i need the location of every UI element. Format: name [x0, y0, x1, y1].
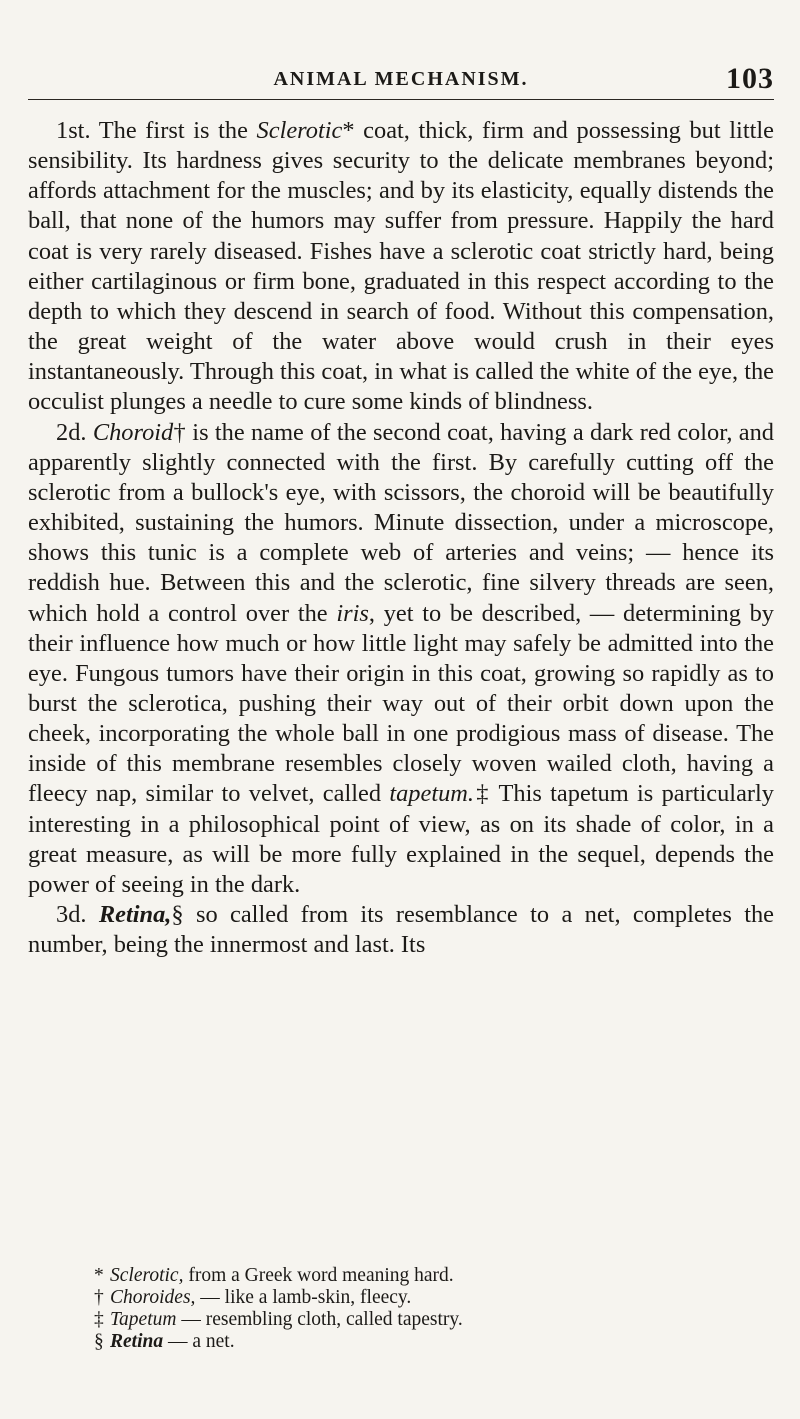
paragraph-text: coat, thick, firm and possessing but little sensibility. Its hardness gives security to the delicate membranes beyond; affords attachment for the muscles; and by its elasticity, equally distends the ball, that none of the humors may suffer from pressure. Happily the hard coat is very rarely diseased. Fishes have a sclerotic coat strictly hard, being either cartilaginous or firm bone, graduated in this respect according to the depth to which they descend in search of food. Without this compensation, the great weight of the water above would crush in their eyes instantaneously. Through this coat, in what is called the white of the eye, the occulist plunges a needle to cure some kinds of blindness. [28, 117, 774, 416]
footnote-symbol: § [94, 1331, 104, 1352]
paragraph-choroid [28, 418, 774, 901]
paragraph-text: , yet to be described, — determining by their influence how much or how little light may safely be admitted into the eye. Fungous tumors have their origin in this coat, growing so rapidly as to burst the sclerotica, pushing their way out of their orbit down upon the cheek, incorporating the whole ball in one prodigious mass of disease. The inside of this membrane resembles closely woven wailed cloth, having a fleecy nap, similar to velvet, called [28, 599, 775, 808]
paragraph-lead: 3d. [56, 901, 99, 929]
footnote-mark: ‡ [474, 780, 491, 808]
footnote-term: Sclerotic, [110, 1265, 184, 1286]
body-text [28, 116, 774, 960]
paragraph-lead: 2d. [56, 418, 93, 446]
footnote-text: — resembling cloth, called tapestry. [176, 1309, 463, 1330]
term-choroid: Choroid [92, 418, 174, 446]
paragraph-text: so called from its resemblance to a net, completes the number, being the innermost and last. Its [28, 901, 774, 959]
running-head: ANIMAL MECHANISM. [273, 68, 529, 90]
footnote-symbol: * [94, 1265, 104, 1286]
paragraph-text: is the name of the second coat, having a dark red color, and apparently slightly connected with the first. By carefully cutting off the sclerotic from a bullock's eye, with scissors, the choroid will be beautifully exhibited, sustaining the humors. Minute dissection, under a microscope, shows this tunic is a complete web of arteries and veins; — hence its reddish hue. Between this and the sclerotic, fine silvery threads are seen, which hold a control over the [28, 418, 774, 627]
paragraph-sclerotic [28, 116, 774, 418]
page-number: 103 [726, 62, 774, 95]
header-rule [28, 99, 774, 100]
footnote-symbol: ‡ [94, 1309, 104, 1330]
page-header [28, 62, 774, 102]
footnote-term: Retina [110, 1331, 164, 1352]
footnote-sclerotic [94, 1265, 774, 1287]
footnote-text: — a net. [163, 1331, 235, 1352]
term-iris: iris [336, 599, 369, 627]
footnote-mark: † [173, 418, 186, 446]
term-sclerotic: Sclerotic [256, 117, 343, 144]
paragraph-lead: 1st. The first is the [56, 117, 257, 144]
footnote-text: — like a lamb-skin, fleecy. [195, 1287, 412, 1308]
term-retina: Retina, [98, 901, 172, 929]
footnote-text: from a Greek word meaning hard. [183, 1265, 454, 1286]
footnote-mark: § [171, 901, 184, 929]
footnote-symbol: † [94, 1287, 104, 1308]
term-tapetum: tapetum. [389, 780, 475, 808]
footnotes [28, 1265, 774, 1353]
footnote-term: Tapetum [110, 1309, 177, 1330]
paragraph-text: This tapetum is particularly interesting in a philosophical point of view, as on its shade of color, in a great measure, as will be more fully explained in the sequel, depends the power of seeing in the dark. [28, 780, 774, 898]
footnote-retina [94, 1331, 774, 1353]
paragraph-retina [28, 900, 774, 960]
footnote-term: Choroides, [110, 1287, 196, 1308]
footnote-mark: * [342, 117, 355, 144]
footnote-choroides [94, 1287, 774, 1309]
footnote-tapetum [94, 1309, 774, 1331]
